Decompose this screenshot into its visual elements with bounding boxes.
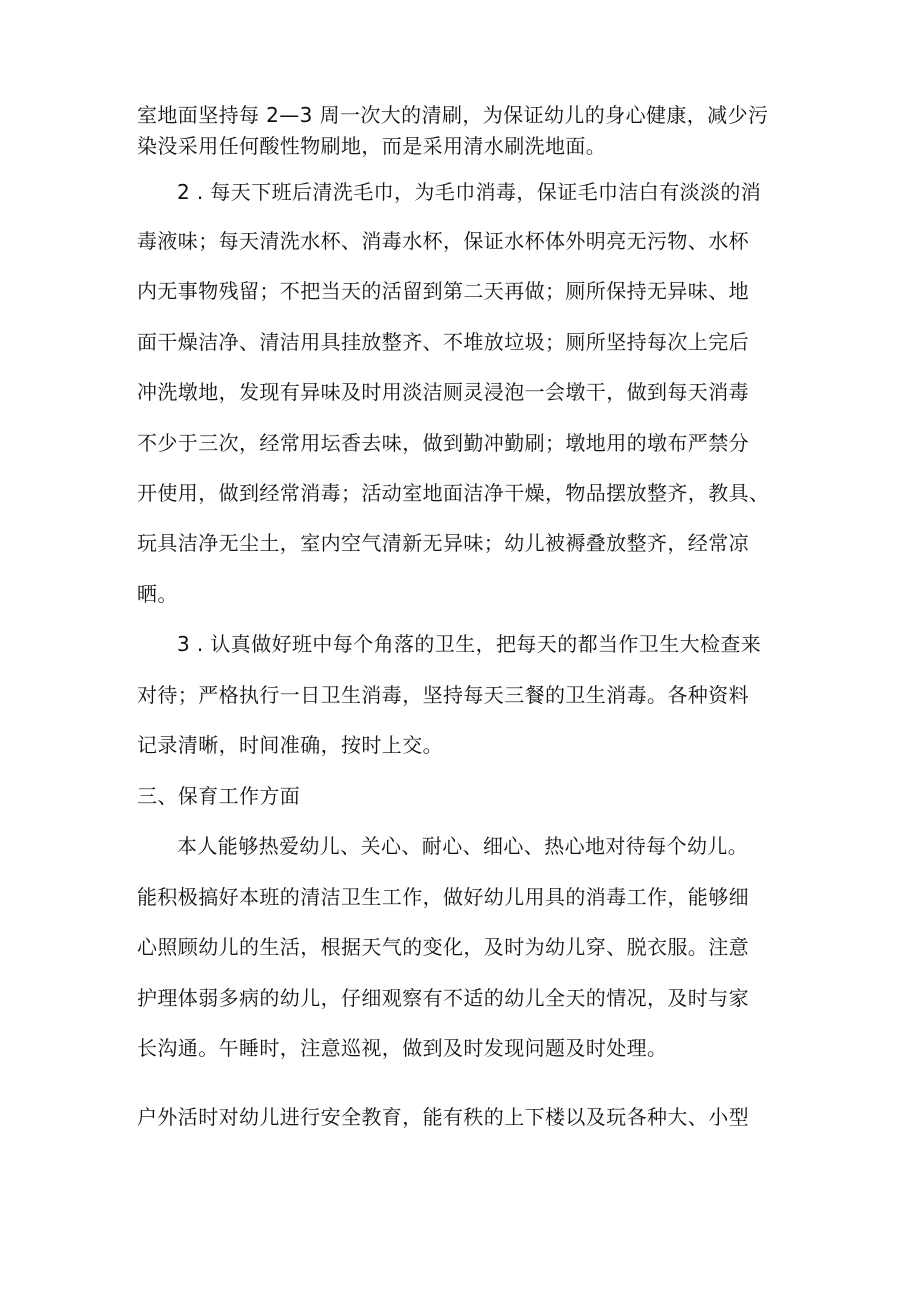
text-line: 开使用，做到经常消毒；活动室地面洁净干燥，物品摆放整齐，教具、 <box>137 481 770 505</box>
text-line: 冲洗墩地，发现有异味及时用淡洁厕灵浸泡一会墩干，做到每天消毒 <box>137 380 749 404</box>
section-heading: 三、保育工作方面 <box>137 784 301 808</box>
text-line: 不少于三次，经常用坛香去味，做到勤冲勤刷；墩地用的墩布严禁分 <box>137 431 749 455</box>
text-line: 染没采用任何酸性物刷地，而是采用清水刷洗地面。 <box>137 134 607 158</box>
text-line: 晒。 <box>137 582 178 606</box>
text-line: 2 . 每天下班后清洗毛巾，为毛巾消毒，保证毛巾洁白有淡淡的消 <box>177 180 762 204</box>
text-line: 内无事物残留；不把当天的活留到第二天再做；厕所保持无异味、地 <box>137 279 749 303</box>
text-line: 记录清晰，时间准确，按时上交。 <box>137 733 443 757</box>
text-line: 心照顾幼儿的生活，根据天气的变化，及时为幼儿穿、脱衣服。注意 <box>137 935 749 959</box>
text-line: 本人能够热爱幼儿、关心、耐心、细心、热心地对待每个幼儿。 <box>177 834 749 858</box>
text-line: 玩具洁净无尘土，室内空气清新无异味；幼儿被褥叠放整齐，经常凉 <box>137 531 749 555</box>
text-line: 面干燥洁净、清洁用具挂放整齐、不堆放垃圾；厕所坚持每次上完后 <box>137 330 749 354</box>
text-line: 对待；严格执行一日卫生消毒，坚持每天三餐的卫生消毒。各种资料 <box>137 683 749 707</box>
text-line: 室地面坚持每 2—3 周一次大的清刷，为保证幼儿的身心健康，减少污 <box>137 103 769 127</box>
text-line: 户外活时对幼儿进行安全教育，能有秩的上下楼以及玩各种大、小型 <box>137 1105 749 1129</box>
text-line: 护理体弱多病的幼儿，仔细观察有不适的幼儿全天的情况，及时与家 <box>137 986 749 1010</box>
text-line: 能积极搞好本班的清洁卫生工作，做好幼儿用具的消毒工作，能够细 <box>137 885 749 909</box>
text-line: 毒液味；每天清洗水杯、消毒水杯，保证水杯体外明亮无污物、水杯 <box>137 229 749 253</box>
text-line: 3 . 认真做好班中每个角落的卫生，把每天的都当作卫生大检查来 <box>177 632 762 656</box>
text-line: 长沟通。午睡时，注意巡视，做到及时发现问题及时处理。 <box>137 1036 668 1060</box>
